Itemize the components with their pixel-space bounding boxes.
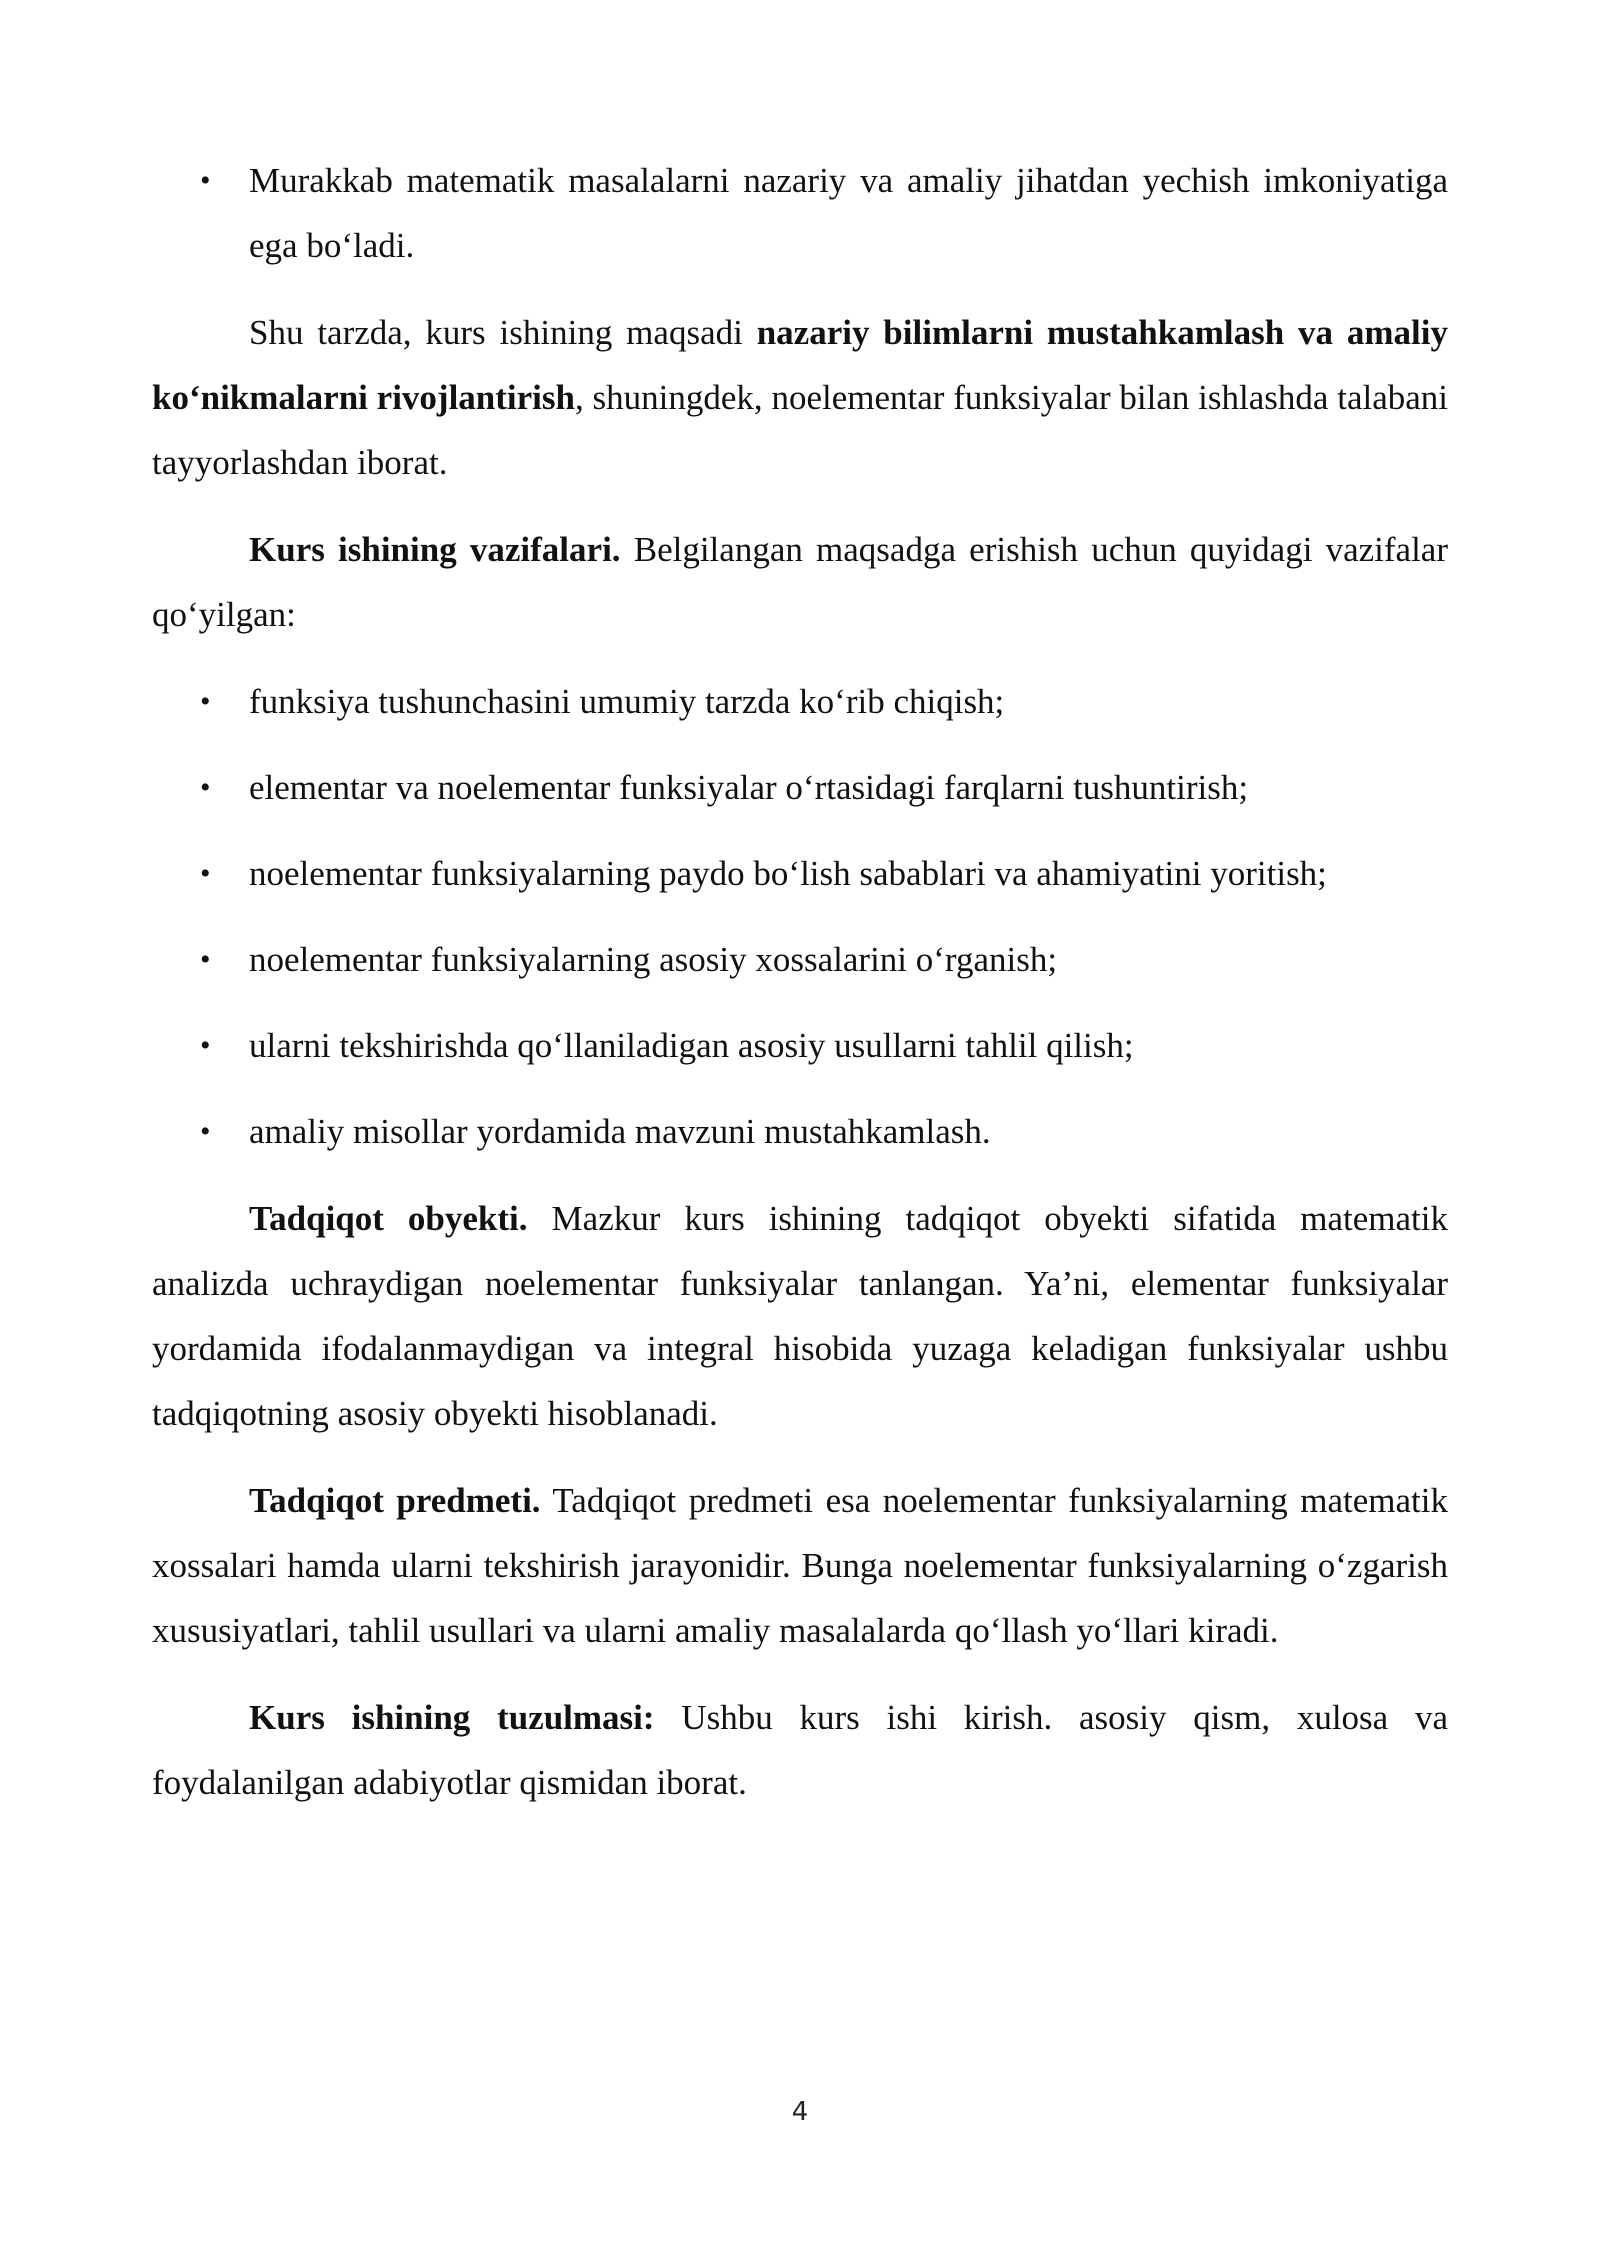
task-text: elementar va noelementar funksiyalar o‘rtasidagi farqlarni tushuntirish; (249, 768, 1249, 807)
bullet-icon: • (200, 1115, 211, 1148)
bullet-icon: • (200, 771, 211, 804)
list-item (152, 841, 1448, 906)
list-item (152, 148, 1448, 278)
task-text: noelementar funksiyalarning asosiy xossalarini o‘rganish; (249, 940, 1058, 979)
bullet-icon: • (200, 857, 211, 890)
purpose-bold-text: nazariy bilimlarni mustahkamlash va amaliy ko‘nikmalarni rivojlantirish (152, 313, 1449, 417)
tasks-list (152, 669, 1448, 1164)
bullet-icon: • (200, 1029, 211, 1062)
purpose-paragraph (152, 300, 1448, 495)
structure-paragraph (152, 1685, 1448, 1815)
list-item (152, 927, 1448, 992)
page-number: 4 (791, 2097, 809, 2127)
task-text: amaliy misollar yordamida mavzuni mustahkamlash. (249, 1112, 991, 1151)
task-text: ularni tekshirishda qo‘llaniladigan asosiy usullarni tahlil qilish; (249, 1026, 1134, 1065)
subject-paragraph (152, 1468, 1448, 1663)
intro-bullet-list (152, 148, 1448, 278)
subject-text: Tadqiqot predmeti esa noelementar funksiyalarning matematik xossalari hamda ularni tekshirish jarayonidir. Bunga noelementar funksiyalarning o‘zgarish xususiyatlari, tahlil usullari va ularni amaliy masalalarda qo‘llash yo‘llari kiradi. (152, 1481, 1448, 1650)
tasks-intro-text: Belgilangan maqsadga erishish uchun quyidagi vazifalar qo‘yilgan: (152, 530, 1448, 634)
subject-heading: Tadqiqot predmeti. (249, 1481, 541, 1520)
purpose-lead-text: Shu tarzda, kurs ishining maqsadi (249, 313, 757, 352)
task-text: funksiya tushunchasini umumiy tarzda ko‘rib chiqish; (249, 682, 1005, 721)
tasks-heading: Kurs ishining vazifalari. (249, 530, 621, 569)
list-item (152, 1013, 1448, 1078)
bullet-icon: • (200, 943, 211, 976)
list-item (152, 669, 1448, 734)
bullet-icon: • (200, 164, 211, 197)
object-heading: Tadqiqot obyekti. (249, 1199, 528, 1238)
task-text: noelementar funksiyalarning paydo bo‘lish sabablari va ahamiyatini yoritish; (249, 854, 1327, 893)
structure-text: Ushbu kurs ishi kirish. asosiy qism, xulosa va foydalanilgan adabiyotlar qismidan iborat. (152, 1698, 1448, 1802)
object-paragraph (152, 1186, 1448, 1446)
object-text: Mazkur kurs ishining tadqiqot obyekti sifatida matematik analizda uchraydigan noelementar funksiyalar tanlangan. Ya’ni, elementar funksiyalar yordamida ifodalanmaydigan va integral hisobida yuzaga keladigan funksiyalar ushbu tadqiqotning asosiy obyekti hisoblanadi. (152, 1199, 1448, 1433)
document-page (152, 148, 1448, 1837)
purpose-rest-text: , shuningdek, noelementar funksiyalar bilan ishlashda talabani tayyorlashdan iborat. (152, 378, 1448, 482)
structure-heading: Kurs ishining tuzulmasi: (249, 1698, 655, 1737)
bullet-icon: • (200, 685, 211, 718)
bullet-text: Murakkab matematik masalalarni nazariy va amaliy jihatdan yechish imkoniyatiga ega bo‘ladi. (249, 161, 1448, 265)
list-item (152, 755, 1448, 820)
list-item (152, 1099, 1448, 1164)
tasks-paragraph (152, 517, 1448, 647)
